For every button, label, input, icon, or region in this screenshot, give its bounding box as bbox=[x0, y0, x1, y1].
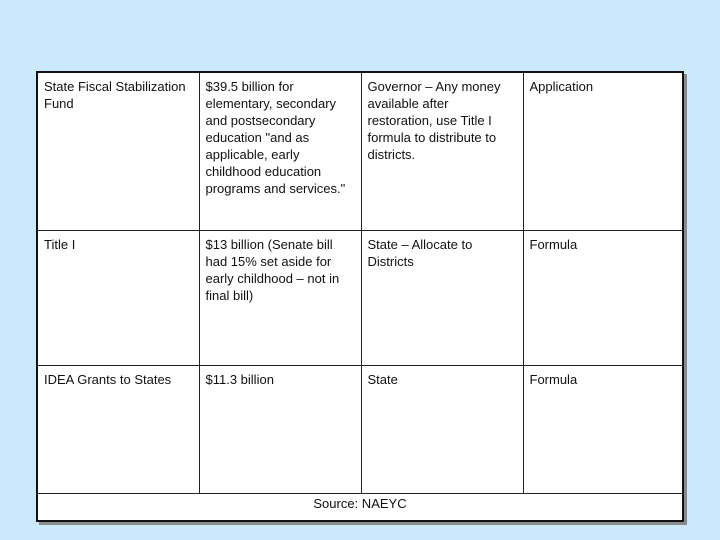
table-row bbox=[38, 231, 682, 366]
cell-program: State Fiscal Stabilization Fund bbox=[38, 73, 199, 231]
cell-amount: $39.5 billion for elementary, secondary and postsecondary education "and as applicable, early childhood education programs and services." bbox=[199, 73, 361, 231]
cell-program: Title I bbox=[38, 231, 199, 366]
cell-control: Governor – Any money available after restoration, use Title I formula to distribute to districts. bbox=[361, 73, 523, 231]
cell-method: Application bbox=[523, 73, 682, 231]
cell-method: Formula bbox=[523, 231, 682, 366]
cell-method: Formula bbox=[523, 366, 682, 494]
table-row bbox=[38, 366, 682, 494]
source-note bbox=[38, 496, 682, 511]
source-text: Source: NAEYC bbox=[309, 496, 410, 511]
cell-program: IDEA Grants to States bbox=[38, 366, 199, 494]
funding-table bbox=[38, 73, 682, 494]
cell-amount: $11.3 billion bbox=[199, 366, 361, 494]
table-row bbox=[38, 73, 682, 231]
cell-control: State bbox=[361, 366, 523, 494]
slide-panel bbox=[36, 71, 684, 522]
cell-amount: $13 billion (Senate bill had 15% set aside for early childhood – not in final bill) bbox=[199, 231, 361, 366]
cell-control: State – Allocate to Districts bbox=[361, 231, 523, 366]
